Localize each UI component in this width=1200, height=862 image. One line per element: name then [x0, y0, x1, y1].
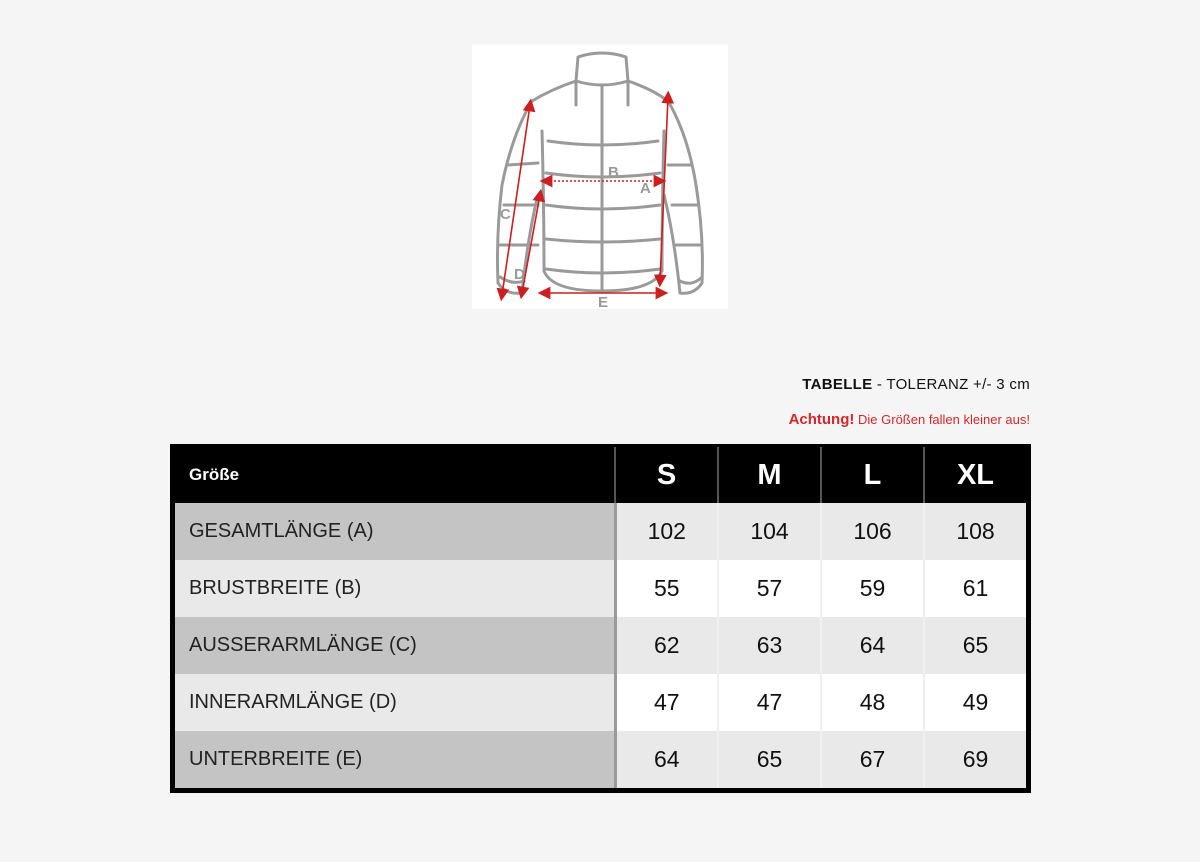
table-cell: 104 — [718, 503, 821, 560]
size-table — [170, 444, 1031, 793]
size-header-s: S — [615, 447, 718, 503]
tolerance-note — [802, 376, 1030, 393]
table-cell: 64 — [821, 617, 924, 674]
table-cell: 57 — [718, 560, 821, 617]
table-cell: 47 — [615, 674, 718, 731]
table-cell: 61 — [924, 560, 1026, 617]
table-cell: 65 — [718, 731, 821, 788]
size-column-header: Größe — [175, 447, 615, 503]
table-cell: 106 — [821, 503, 924, 560]
table-cell: 49 — [924, 674, 1026, 731]
table-cell: 64 — [615, 731, 718, 788]
row-label: AUSSERARMLÄNGE (C) — [175, 617, 615, 674]
table-cell: 47 — [718, 674, 821, 731]
row-label: BRUSTBREITE (B) — [175, 560, 615, 617]
table-row — [175, 731, 1026, 788]
table-cell: 102 — [615, 503, 718, 560]
table-cell: 108 — [924, 503, 1026, 560]
jacket-outline-icon — [472, 45, 728, 309]
table-cell: 48 — [821, 674, 924, 731]
warning-bold: Achtung! — [788, 411, 855, 428]
size-header-m: M — [718, 447, 821, 503]
row-label: INNERARMLÄNGE (D) — [175, 674, 615, 731]
row-label: GESAMTLÄNGE (A) — [175, 503, 615, 560]
table-header-row — [175, 447, 1026, 503]
label-d: D — [514, 266, 525, 283]
table-cell: 62 — [615, 617, 718, 674]
row-label: UNTERBREITE (E) — [175, 731, 615, 788]
table-cell: 65 — [924, 617, 1026, 674]
table-row — [175, 560, 1026, 617]
label-e: E — [598, 294, 609, 309]
tolerance-text: - TOLERANZ +/- 3 cm — [876, 376, 1030, 393]
jacket-diagram — [472, 45, 728, 309]
table-row — [175, 617, 1026, 674]
label-c: C — [500, 206, 511, 223]
size-header-xl: XL — [924, 447, 1026, 503]
size-warning — [789, 411, 1030, 428]
table-cell: 59 — [821, 560, 924, 617]
table-cell: 67 — [821, 731, 924, 788]
table-row — [175, 503, 1026, 560]
table-row — [175, 674, 1026, 731]
table-cell: 69 — [924, 731, 1026, 788]
warning-text: Die Größen fallen kleiner aus! — [858, 412, 1030, 427]
label-b: B — [608, 164, 619, 181]
tolerance-title: TABELLE — [802, 376, 873, 393]
table-cell: 63 — [718, 617, 821, 674]
size-header-l: L — [821, 447, 924, 503]
table-cell: 55 — [615, 560, 718, 617]
label-a: A — [640, 180, 651, 197]
